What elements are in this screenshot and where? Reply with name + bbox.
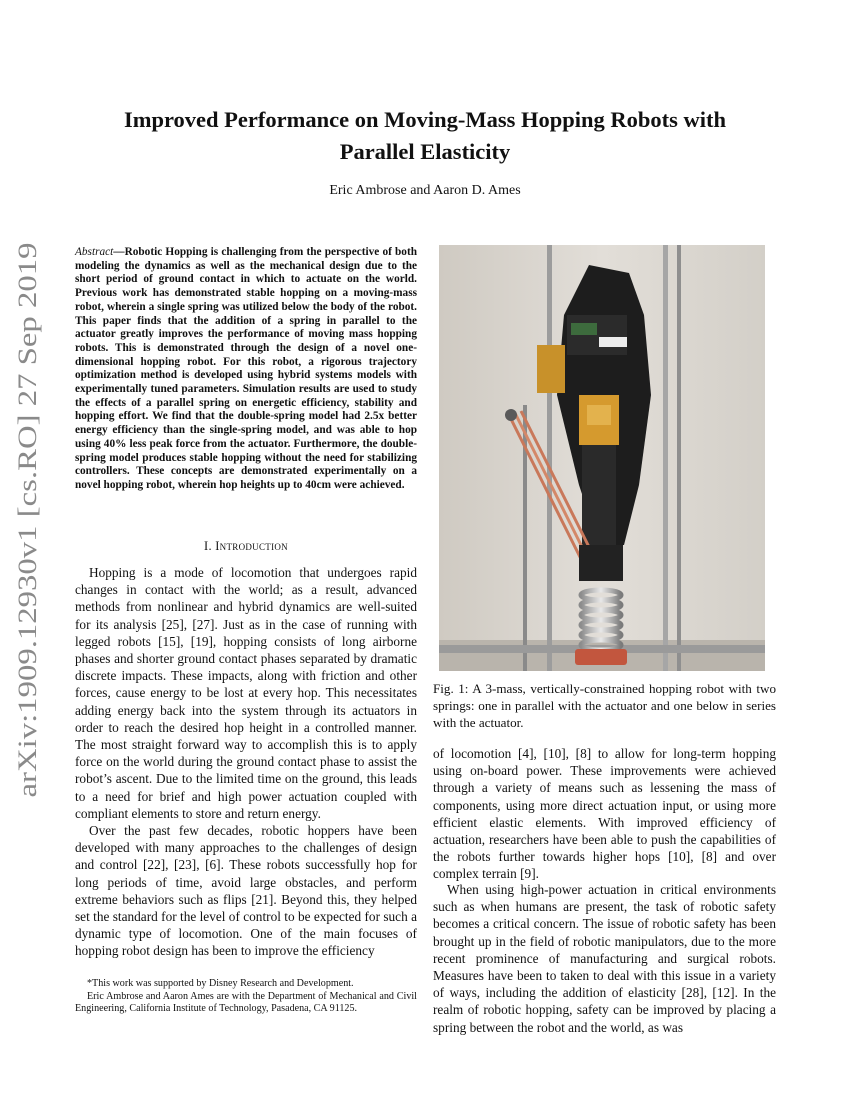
authors: Eric Ambrose and Aaron D. Ames — [329, 183, 521, 198]
intro-body — [75, 564, 417, 960]
footnote — [75, 978, 417, 1016]
right-body — [433, 745, 776, 883]
intro-paragraph-1: Hopping is a mode of locomotion that undergoes rapid changes in contact with the world; as a result, advanced methods from nonlinear and hybrid dynamics are well-suited for its analysis [25], [27]. Just as in the case of running with legged robots [15], [19], hopping consists of long airborne phases and shorter ground contact phases separated by dramatic discrete impacts. These impacts, along with friction and other forces, cause energy to be lost at every hop. This necessitates adding energy back into the system through its actuators in order to reach the desired hop height in a controlled manner. The most straight forward way to accomplish this is to apply force on the world during the ground contact phase to assist the robot’s ascent. Due to the limited time on the ground, this leads to a need for brief and high power actuation coupled with compliant elements to store and return energy. — [75, 565, 417, 821]
right-body-2 — [433, 881, 776, 1036]
footnote-affiliation: Eric Ambrose and Aaron Ames are with the Department of Mechanical and Civil Engineering, California Institute of Technology, Pasadena, CA 91125. — [75, 990, 417, 1015]
figure-caption: Fig. 1: A 3-mass, vertically-constrained hopping robot with two springs: one in parallel with the actuator and one below in series with the actuator. — [433, 681, 776, 731]
title-line-1: Improved Performance on Moving-Mass Hopping Robots with — [123, 107, 727, 132]
paper-title — [60, 104, 790, 168]
arxiv-stamp-text: arXiv:1909.12930v1 [cs.RO] 27 Sep 2019 — [13, 356, 42, 798]
abstract — [75, 246, 417, 493]
right-paragraph-2: When using high-power actuation in critical environments such as when humans are present, the task of robotic safety becomes a critical concern. The issue of robotic safety has been brought up in the field of robotic manipulators, due to the more recent prominence of manufacturing and surgical robots. Measures have been to taken to deal with this issue in a variety of ways, including the addition of elasticity [28], [12]. In the realm of robotic hopping, safety can be improved by placing a spring between the robot and the world, as was — [433, 882, 776, 1035]
section-number: I. — [204, 539, 216, 553]
abstract-text: —Robotic Hopping is challenging from the perspective of both modeling the dynamics as well as the mechanical design due to the short period of ground contact in which to actuate on the world. Previous work has demonstrated stable hopping on a moving-mass robot, wherein a single spring was utilized below the body of the robot. This paper finds that the addition of a spring in parallel to the actuator greatly improves the performance of moving mass hopping robots. This is demonstrated through the design of a novel one-dimensional hopping robot. For this robot, a rigorous trajectory optimization method is developed using hybrid systems models with experimentally tuned parameters. Simulation results are used to study the effects of a parallel spring on energetic efficiency, stability and hopping effort. We find that the double-spring model had 2.5x better energy efficiency than the single-spring model, and was able to hop using 40% less peak force from the actuator. Furthermore, the double-spring model produces stable hopping without the need for stabilizing controllers. These concepts are demonstrated experimentally on a novel hopping robot, wherein hop heights up to 40cm were achieved. — [75, 246, 417, 491]
abstract-lead: Abstract — [75, 246, 114, 258]
title-line-2: Parallel Elasticity — [339, 139, 511, 164]
intro-paragraph-2: Over the past few decades, robotic hoppers have been developed with many approaches to the challenges of design and control [22], [23], [6]. These robots successfully hop for long periods of time, avoid large obstacles, and perform extreme behaviors such as flips [21]. Beyond this, they helped set the standard for the level of control to be expected for such a dynamic type of locomotion. One of the main focuses of hopping robot design has been to improve the efficiency — [75, 823, 417, 959]
section-title: Introduction — [215, 539, 288, 553]
robot-photo — [439, 245, 765, 671]
arxiv-stamp — [4, 240, 50, 800]
section-heading — [75, 538, 417, 555]
footnote-funding: *This work was supported by Disney Research and Development. — [87, 978, 354, 989]
right-paragraph-1: of locomotion [4], [10], [8] to allow for long-term hopping using on-board power. These improvements were achieved through a variety of means such as lessening the mass of components, using more direct actuation input, or using more efficient elastic elements. With improved efficiency of actuation, researchers have been able to push the capabilities of the robots further towards higher hops [10], [8] and over complex terrain [9]. — [433, 746, 776, 882]
